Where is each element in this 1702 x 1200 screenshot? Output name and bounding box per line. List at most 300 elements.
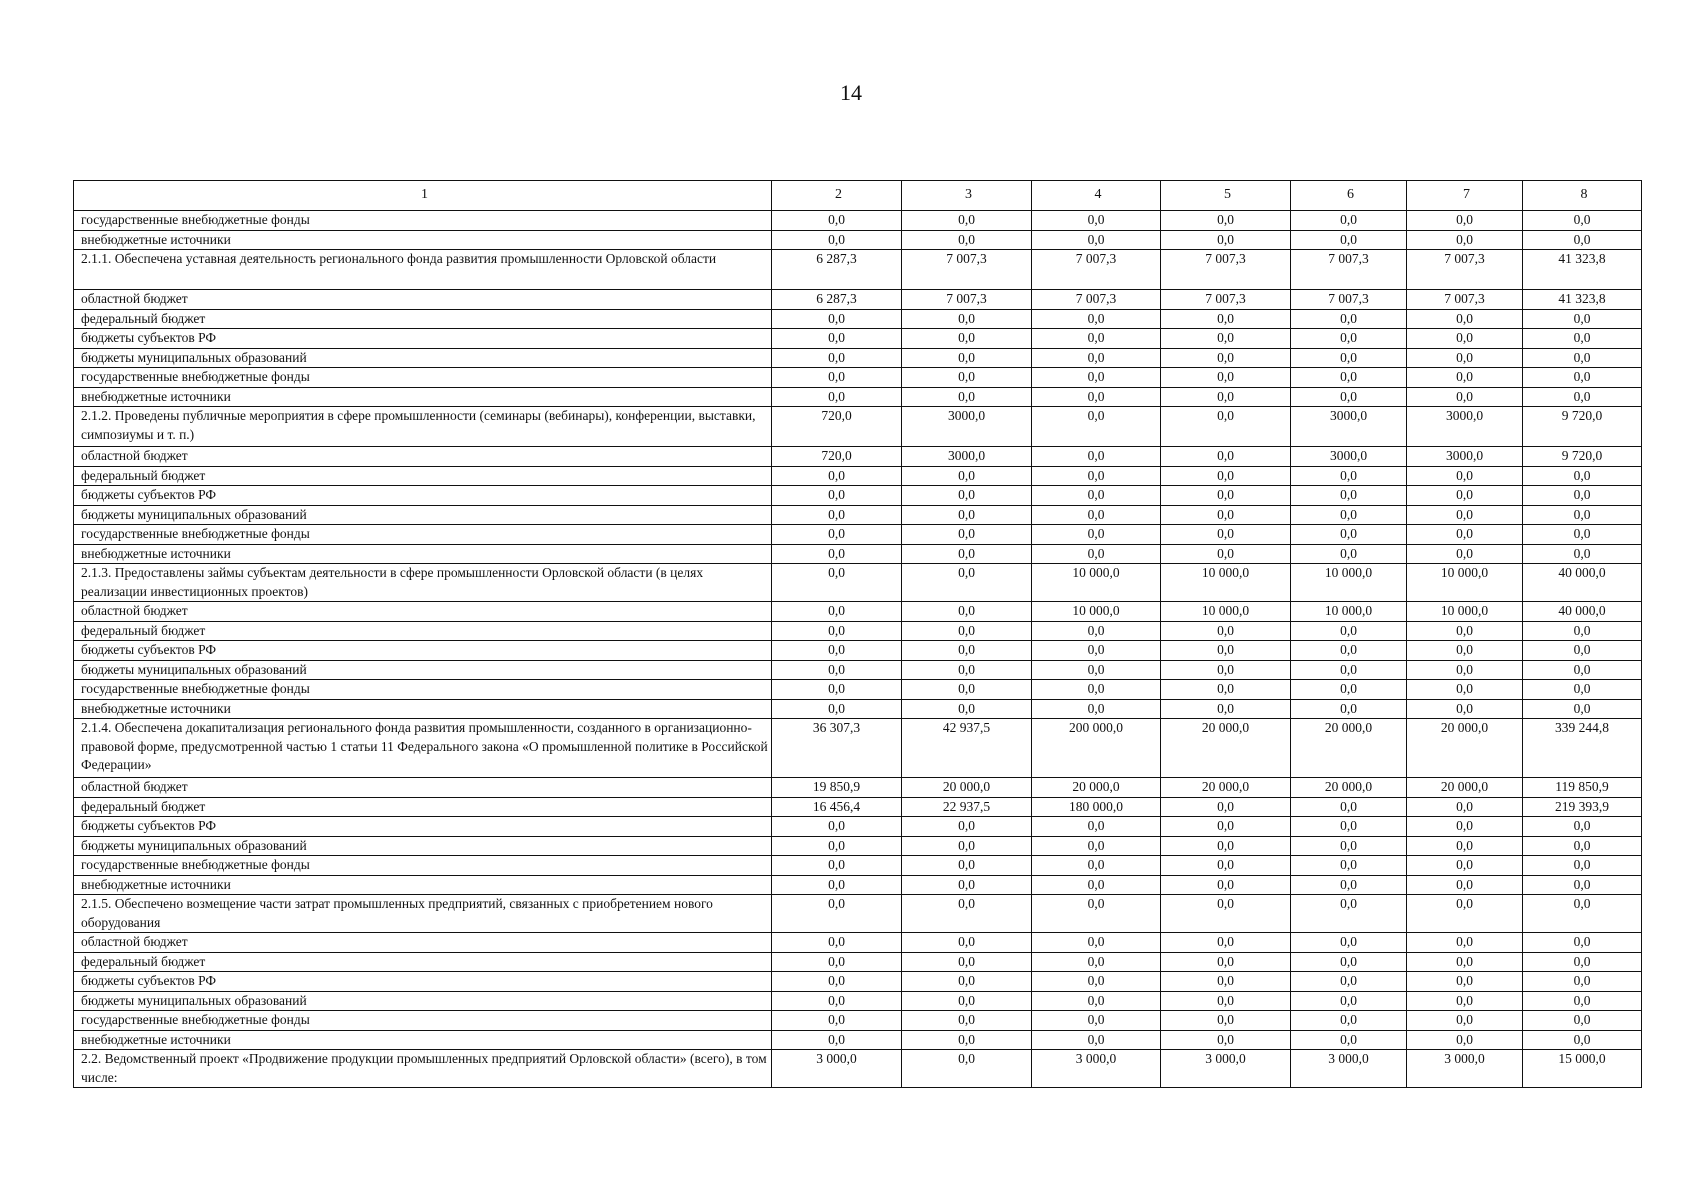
value-cell: 0,0 — [1523, 309, 1642, 329]
row-label: 2.1.2. Проведены публичные мероприятия в сфере промышленности (семинары (вебинары), конференции, выставки, симпозиумы и т. п.) — [74, 407, 772, 447]
table-row — [74, 348, 1642, 368]
value-cell: 0,0 — [902, 836, 1032, 856]
value-cell: 0,0 — [1291, 895, 1407, 933]
value-cell: 7 007,3 — [1291, 290, 1407, 310]
value-cell: 0,0 — [1161, 856, 1291, 876]
value-cell: 0,0 — [1407, 348, 1523, 368]
value-cell: 0,0 — [1291, 1011, 1407, 1031]
row-label: бюджеты субъектов РФ — [74, 817, 772, 837]
value-cell: 0,0 — [1291, 348, 1407, 368]
value-cell: 0,0 — [1291, 387, 1407, 407]
page-number: 14 — [840, 80, 862, 105]
value-cell: 0,0 — [1032, 309, 1161, 329]
value-cell: 42 937,5 — [902, 719, 1032, 778]
value-cell: 0,0 — [1407, 1030, 1523, 1050]
value-cell: 9 720,0 — [1523, 447, 1642, 467]
value-cell: 20 000,0 — [1291, 778, 1407, 798]
value-cell: 6 287,3 — [772, 290, 902, 310]
value-cell: 0,0 — [1523, 895, 1642, 933]
value-cell: 0,0 — [1161, 466, 1291, 486]
value-cell: 0,0 — [1161, 797, 1291, 817]
value-cell: 3 000,0 — [1407, 1050, 1523, 1088]
value-cell: 0,0 — [772, 211, 902, 231]
value-cell: 0,0 — [1523, 544, 1642, 564]
value-cell: 0,0 — [1032, 407, 1161, 447]
value-cell: 0,0 — [1161, 505, 1291, 525]
table-row — [74, 875, 1642, 895]
value-cell: 0,0 — [1407, 309, 1523, 329]
table-row — [74, 564, 1642, 602]
table-row — [74, 895, 1642, 933]
row-label: бюджеты муниципальных образований — [74, 836, 772, 856]
value-cell: 3 000,0 — [1291, 1050, 1407, 1088]
value-cell: 0,0 — [902, 660, 1032, 680]
value-cell: 0,0 — [1032, 856, 1161, 876]
row-label: бюджеты муниципальных образований — [74, 991, 772, 1011]
value-cell: 10 000,0 — [1032, 602, 1161, 622]
value-cell: 0,0 — [1407, 368, 1523, 388]
value-cell: 0,0 — [772, 368, 902, 388]
value-cell: 0,0 — [1291, 544, 1407, 564]
value-cell: 3000,0 — [902, 447, 1032, 467]
row-label: внебюджетные источники — [74, 875, 772, 895]
value-cell: 0,0 — [1291, 486, 1407, 506]
budget-table — [73, 180, 1642, 1088]
value-cell: 0,0 — [1523, 972, 1642, 992]
value-cell: 0,0 — [1523, 875, 1642, 895]
row-label: государственные внебюджетные фонды — [74, 368, 772, 388]
value-cell: 0,0 — [1523, 856, 1642, 876]
value-cell: 0,0 — [1291, 817, 1407, 837]
value-cell: 0,0 — [1291, 680, 1407, 700]
header-cell: 3 — [902, 181, 1032, 211]
value-cell: 0,0 — [902, 466, 1032, 486]
header-cell: 7 — [1407, 181, 1523, 211]
value-cell: 3 000,0 — [1032, 1050, 1161, 1088]
value-cell: 0,0 — [1161, 621, 1291, 641]
value-cell: 40 000,0 — [1523, 564, 1642, 602]
value-cell: 0,0 — [772, 991, 902, 1011]
table-body — [74, 181, 1642, 1088]
value-cell: 0,0 — [1032, 680, 1161, 700]
value-cell: 0,0 — [1407, 505, 1523, 525]
value-cell: 3000,0 — [1407, 407, 1523, 447]
value-cell: 119 850,9 — [1523, 778, 1642, 798]
table-row — [74, 660, 1642, 680]
value-cell: 10 000,0 — [1161, 602, 1291, 622]
value-cell: 0,0 — [1407, 1011, 1523, 1031]
value-cell: 0,0 — [1407, 856, 1523, 876]
table-row — [74, 368, 1642, 388]
value-cell: 0,0 — [1291, 641, 1407, 661]
row-label: областной бюджет — [74, 602, 772, 622]
value-cell: 0,0 — [772, 895, 902, 933]
value-cell: 0,0 — [1407, 836, 1523, 856]
value-cell: 0,0 — [1523, 1011, 1642, 1031]
table-row — [74, 1030, 1642, 1050]
value-cell: 0,0 — [1032, 817, 1161, 837]
value-cell: 0,0 — [1523, 387, 1642, 407]
row-label: бюджеты субъектов РФ — [74, 329, 772, 349]
value-cell: 0,0 — [1161, 387, 1291, 407]
value-cell: 0,0 — [902, 348, 1032, 368]
value-cell: 16 456,4 — [772, 797, 902, 817]
value-cell: 200 000,0 — [1032, 719, 1161, 778]
value-cell: 0,0 — [1523, 1030, 1642, 1050]
value-cell: 6 287,3 — [772, 250, 902, 290]
value-cell: 0,0 — [1291, 875, 1407, 895]
table-row — [74, 447, 1642, 467]
value-cell: 0,0 — [772, 660, 902, 680]
value-cell: 0,0 — [1291, 211, 1407, 231]
value-cell: 0,0 — [902, 641, 1032, 661]
value-cell: 0,0 — [1523, 211, 1642, 231]
value-cell: 0,0 — [1523, 699, 1642, 719]
value-cell: 0,0 — [772, 952, 902, 972]
value-cell: 0,0 — [1407, 525, 1523, 545]
value-cell: 0,0 — [772, 856, 902, 876]
value-cell: 0,0 — [902, 1030, 1032, 1050]
value-cell: 41 323,8 — [1523, 250, 1642, 290]
row-label: внебюджетные источники — [74, 387, 772, 407]
value-cell: 10 000,0 — [1032, 564, 1161, 602]
value-cell: 0,0 — [1161, 525, 1291, 545]
value-cell: 0,0 — [1032, 230, 1161, 250]
table-row — [74, 602, 1642, 622]
value-cell: 0,0 — [1032, 368, 1161, 388]
value-cell: 0,0 — [1032, 933, 1161, 953]
value-cell: 0,0 — [1407, 952, 1523, 972]
value-cell: 0,0 — [772, 699, 902, 719]
value-cell: 0,0 — [1291, 329, 1407, 349]
table-row — [74, 544, 1642, 564]
table-row — [74, 836, 1642, 856]
value-cell: 0,0 — [772, 387, 902, 407]
value-cell: 7 007,3 — [1407, 290, 1523, 310]
value-cell: 0,0 — [902, 875, 1032, 895]
value-cell: 0,0 — [772, 486, 902, 506]
value-cell: 7 007,3 — [1291, 250, 1407, 290]
value-cell: 0,0 — [1032, 660, 1161, 680]
row-label: государственные внебюджетные фонды — [74, 680, 772, 700]
value-cell: 0,0 — [1407, 895, 1523, 933]
value-cell: 20 000,0 — [902, 778, 1032, 798]
value-cell: 0,0 — [1407, 680, 1523, 700]
value-cell: 0,0 — [1523, 680, 1642, 700]
header-cell: 8 — [1523, 181, 1642, 211]
value-cell: 0,0 — [1161, 699, 1291, 719]
table-row — [74, 797, 1642, 817]
value-cell: 0,0 — [1161, 1030, 1291, 1050]
value-cell: 0,0 — [1523, 348, 1642, 368]
value-cell: 20 000,0 — [1407, 719, 1523, 778]
value-cell: 0,0 — [1291, 856, 1407, 876]
row-label: федеральный бюджет — [74, 309, 772, 329]
value-cell: 720,0 — [772, 447, 902, 467]
value-cell: 0,0 — [1161, 407, 1291, 447]
value-cell: 36 307,3 — [772, 719, 902, 778]
value-cell: 0,0 — [1032, 836, 1161, 856]
row-label: 2.1.1. Обеспечена уставная деятельность регионального фонда развития промышленности Орловской области — [74, 250, 772, 290]
row-label: государственные внебюджетные фонды — [74, 525, 772, 545]
value-cell: 0,0 — [902, 387, 1032, 407]
value-cell: 0,0 — [1161, 817, 1291, 837]
value-cell: 0,0 — [902, 486, 1032, 506]
table-row — [74, 525, 1642, 545]
value-cell: 40 000,0 — [1523, 602, 1642, 622]
value-cell: 0,0 — [1161, 486, 1291, 506]
value-cell: 3000,0 — [902, 407, 1032, 447]
value-cell: 0,0 — [1407, 230, 1523, 250]
value-cell: 9 720,0 — [1523, 407, 1642, 447]
table-row — [74, 329, 1642, 349]
value-cell: 0,0 — [1407, 387, 1523, 407]
value-cell: 0,0 — [1161, 933, 1291, 953]
header-cell: 6 — [1291, 181, 1407, 211]
row-label: бюджеты субъектов РФ — [74, 486, 772, 506]
value-cell: 0,0 — [902, 680, 1032, 700]
value-cell: 7 007,3 — [1161, 290, 1291, 310]
value-cell: 0,0 — [772, 564, 902, 602]
row-label: внебюджетные источники — [74, 230, 772, 250]
value-cell: 0,0 — [1407, 933, 1523, 953]
value-cell: 0,0 — [1523, 641, 1642, 661]
value-cell: 0,0 — [1161, 211, 1291, 231]
value-cell: 0,0 — [1291, 660, 1407, 680]
value-cell: 0,0 — [1032, 895, 1161, 933]
value-cell: 0,0 — [772, 836, 902, 856]
row-label: государственные внебюджетные фонды — [74, 211, 772, 231]
row-label: бюджеты муниципальных образований — [74, 660, 772, 680]
value-cell: 3 000,0 — [772, 1050, 902, 1088]
row-label: государственные внебюджетные фонды — [74, 1011, 772, 1031]
table-row — [74, 699, 1642, 719]
value-cell: 0,0 — [772, 505, 902, 525]
value-cell: 0,0 — [902, 368, 1032, 388]
value-cell: 0,0 — [1291, 933, 1407, 953]
value-cell: 0,0 — [772, 230, 902, 250]
table-row — [74, 407, 1642, 447]
value-cell: 20 000,0 — [1161, 778, 1291, 798]
value-cell: 0,0 — [1161, 329, 1291, 349]
value-cell: 0,0 — [772, 1030, 902, 1050]
row-label: государственные внебюджетные фонды — [74, 856, 772, 876]
value-cell: 0,0 — [1407, 991, 1523, 1011]
value-cell: 0,0 — [1161, 641, 1291, 661]
header-row — [74, 181, 1642, 211]
table-row — [74, 250, 1642, 290]
value-cell: 0,0 — [1291, 836, 1407, 856]
value-cell: 19 850,9 — [772, 778, 902, 798]
row-label: внебюджетные источники — [74, 699, 772, 719]
value-cell: 0,0 — [902, 856, 1032, 876]
value-cell: 0,0 — [902, 952, 1032, 972]
value-cell: 0,0 — [902, 525, 1032, 545]
table-row — [74, 991, 1642, 1011]
value-cell: 0,0 — [1523, 817, 1642, 837]
row-label: бюджеты субъектов РФ — [74, 641, 772, 661]
row-label: внебюджетные источники — [74, 544, 772, 564]
value-cell: 0,0 — [772, 602, 902, 622]
value-cell: 0,0 — [1523, 329, 1642, 349]
table-row — [74, 719, 1642, 778]
value-cell: 0,0 — [1161, 544, 1291, 564]
value-cell: 0,0 — [1523, 952, 1642, 972]
value-cell: 0,0 — [902, 329, 1032, 349]
value-cell: 0,0 — [1523, 836, 1642, 856]
value-cell: 0,0 — [772, 641, 902, 661]
table-row — [74, 387, 1642, 407]
value-cell: 0,0 — [1032, 525, 1161, 545]
value-cell: 3000,0 — [1291, 407, 1407, 447]
value-cell: 0,0 — [1523, 525, 1642, 545]
header-cell: 4 — [1032, 181, 1161, 211]
value-cell: 219 393,9 — [1523, 797, 1642, 817]
value-cell: 0,0 — [1032, 972, 1161, 992]
value-cell: 0,0 — [902, 699, 1032, 719]
value-cell: 10 000,0 — [1407, 602, 1523, 622]
row-label: областной бюджет — [74, 933, 772, 953]
value-cell: 7 007,3 — [1161, 250, 1291, 290]
value-cell: 0,0 — [1161, 230, 1291, 250]
value-cell: 7 007,3 — [1032, 290, 1161, 310]
value-cell: 0,0 — [1407, 875, 1523, 895]
value-cell: 0,0 — [902, 505, 1032, 525]
row-label: бюджеты субъектов РФ — [74, 972, 772, 992]
value-cell: 0,0 — [902, 817, 1032, 837]
value-cell: 0,0 — [1407, 329, 1523, 349]
value-cell: 0,0 — [1523, 621, 1642, 641]
value-cell: 0,0 — [772, 875, 902, 895]
value-cell: 0,0 — [902, 991, 1032, 1011]
value-cell: 0,0 — [1032, 699, 1161, 719]
value-cell: 0,0 — [772, 1011, 902, 1031]
value-cell: 0,0 — [1291, 699, 1407, 719]
table-row — [74, 1050, 1642, 1088]
table-row — [74, 778, 1642, 798]
value-cell: 0,0 — [1032, 505, 1161, 525]
row-label: бюджеты муниципальных образований — [74, 348, 772, 368]
value-cell: 0,0 — [1032, 387, 1161, 407]
value-cell: 0,0 — [772, 621, 902, 641]
value-cell: 0,0 — [1407, 660, 1523, 680]
value-cell: 0,0 — [1161, 348, 1291, 368]
header-cell: 2 — [772, 181, 902, 211]
value-cell: 20 000,0 — [1032, 778, 1161, 798]
value-cell: 0,0 — [772, 466, 902, 486]
value-cell: 0,0 — [1161, 836, 1291, 856]
value-cell: 0,0 — [1032, 447, 1161, 467]
value-cell: 180 000,0 — [1032, 797, 1161, 817]
table-row — [74, 641, 1642, 661]
table-row — [74, 933, 1642, 953]
value-cell: 0,0 — [1523, 368, 1642, 388]
value-cell: 0,0 — [1032, 486, 1161, 506]
value-cell: 0,0 — [1032, 211, 1161, 231]
table-row — [74, 211, 1642, 231]
row-label: областной бюджет — [74, 447, 772, 467]
value-cell: 0,0 — [1407, 797, 1523, 817]
value-cell: 0,0 — [1161, 895, 1291, 933]
value-cell: 0,0 — [1523, 505, 1642, 525]
value-cell: 0,0 — [902, 211, 1032, 231]
value-cell: 0,0 — [902, 230, 1032, 250]
row-label: внебюджетные источники — [74, 1030, 772, 1050]
value-cell: 20 000,0 — [1161, 719, 1291, 778]
value-cell: 0,0 — [1523, 486, 1642, 506]
value-cell: 0,0 — [1407, 621, 1523, 641]
value-cell: 0,0 — [1032, 329, 1161, 349]
value-cell: 0,0 — [1032, 1030, 1161, 1050]
value-cell: 20 000,0 — [1291, 719, 1407, 778]
table-row — [74, 1011, 1642, 1031]
value-cell: 0,0 — [1407, 817, 1523, 837]
table-row — [74, 856, 1642, 876]
value-cell: 0,0 — [772, 525, 902, 545]
value-cell: 3 000,0 — [1161, 1050, 1291, 1088]
value-cell: 20 000,0 — [1407, 778, 1523, 798]
value-cell: 0,0 — [902, 972, 1032, 992]
value-cell: 7 007,3 — [902, 290, 1032, 310]
value-cell: 3000,0 — [1291, 447, 1407, 467]
row-label: 2.1.3. Предоставлены займы субъектам деятельности в сфере промышленности Орловской области (в целях реализации инвестиционных проектов) — [74, 564, 772, 602]
value-cell: 0,0 — [1407, 641, 1523, 661]
value-cell: 0,0 — [1523, 230, 1642, 250]
value-cell: 0,0 — [1161, 991, 1291, 1011]
value-cell: 0,0 — [1523, 466, 1642, 486]
value-cell: 0,0 — [1161, 309, 1291, 329]
value-cell: 0,0 — [902, 895, 1032, 933]
value-cell: 0,0 — [902, 1050, 1032, 1088]
value-cell: 7 007,3 — [902, 250, 1032, 290]
value-cell: 0,0 — [772, 933, 902, 953]
table-row — [74, 952, 1642, 972]
row-label: 2.1.4. Обеспечена докапитализация регионального фонда развития промышленности, созданного в организационно-правовой форме, предусмотренной частью 1 статьи 11 Федерального закона «О промышленной политике в Российской Федерации» — [74, 719, 772, 778]
value-cell: 0,0 — [1291, 952, 1407, 972]
value-cell: 0,0 — [1291, 466, 1407, 486]
value-cell: 0,0 — [1161, 972, 1291, 992]
row-label: 2.1.5. Обеспечено возмещение части затрат промышленных предприятий, связанных с приобретением нового оборудования — [74, 895, 772, 933]
value-cell: 0,0 — [1523, 933, 1642, 953]
value-cell: 0,0 — [902, 544, 1032, 564]
value-cell: 0,0 — [902, 602, 1032, 622]
value-cell: 0,0 — [1291, 525, 1407, 545]
value-cell: 10 000,0 — [1291, 602, 1407, 622]
value-cell: 0,0 — [772, 817, 902, 837]
value-cell: 0,0 — [902, 933, 1032, 953]
value-cell: 0,0 — [902, 309, 1032, 329]
table-row — [74, 230, 1642, 250]
row-label: бюджеты муниципальных образований — [74, 505, 772, 525]
value-cell: 0,0 — [1291, 991, 1407, 1011]
value-cell: 0,0 — [1291, 797, 1407, 817]
value-cell: 0,0 — [1407, 486, 1523, 506]
value-cell: 0,0 — [1291, 309, 1407, 329]
table-row — [74, 680, 1642, 700]
value-cell: 0,0 — [1291, 230, 1407, 250]
table-row — [74, 486, 1642, 506]
value-cell: 0,0 — [1407, 211, 1523, 231]
value-cell: 0,0 — [772, 329, 902, 349]
row-label: федеральный бюджет — [74, 952, 772, 972]
value-cell: 10 000,0 — [1291, 564, 1407, 602]
row-label: областной бюджет — [74, 778, 772, 798]
value-cell: 0,0 — [1161, 680, 1291, 700]
row-label: федеральный бюджет — [74, 466, 772, 486]
table-row — [74, 972, 1642, 992]
value-cell: 0,0 — [1523, 660, 1642, 680]
value-cell: 0,0 — [1161, 875, 1291, 895]
